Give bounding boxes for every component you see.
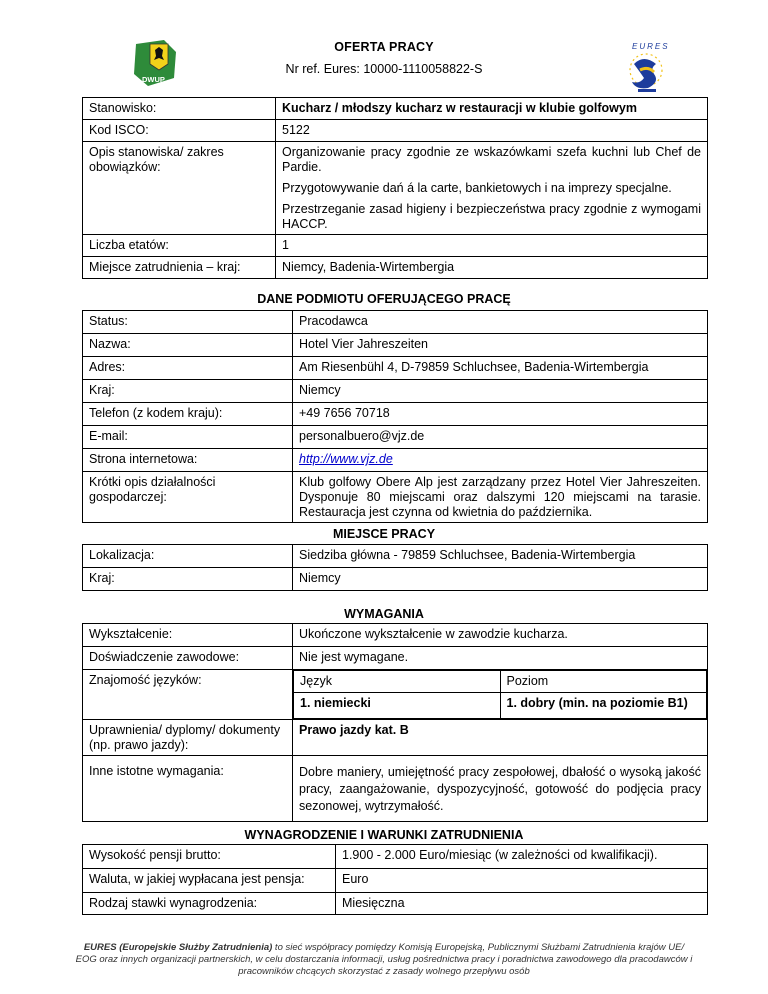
lang-language-1: 1. niemiecki <box>294 693 501 719</box>
footer-lead: EURES (Europejskie Służby Zatrudnienia) <box>83 942 273 953</box>
telefon-value: +49 7656 70718 <box>293 403 708 426</box>
wyksztalcenie-label: Wykształcenie: <box>83 624 293 647</box>
employer-table <box>82 310 708 523</box>
dzialalnosc-label: Krótki opis działalności gospodarczej: <box>83 472 293 523</box>
uprawnienia-label-main: Uprawnienia/ dyplomy/ dokumenty <box>89 723 281 737</box>
lang-col-language: Język <box>294 671 501 693</box>
brutto-label: Wysokość pensji brutto: <box>83 845 336 869</box>
telefon-label: Telefon (z kodem kraju): <box>83 403 293 426</box>
lang-level-1: 1. dobry (min. na poziomie B1) <box>500 693 707 719</box>
opis-stanowiska-label: Opis stanowiska/ zakres obowiązków: <box>83 142 276 235</box>
duty-3: Przestrzeganie zasad higieny i bezpieczeństwa pracy zgodnie z wymogami HACCP. <box>282 202 701 231</box>
rodzaj-label: Rodzaj stawki wynagrodzenia: <box>83 893 336 915</box>
isco-label: Kod ISCO: <box>83 120 276 142</box>
uprawnienia-value: Prawo jazdy kat. B <box>293 720 708 756</box>
eures-logo-text: EURES <box>632 42 670 51</box>
waluta-label: Waluta, w jakiej wypłacana jest pensja: <box>83 869 336 893</box>
dzialalnosc-value: Klub golfowy Obere Alp jest zarządzany przez Hotel Vier Jahreszeiten. Dysponuje 80 miejscami oraz dalszymi 120 miejscami na tarasie. Restauracja jest czynna od kwietnia do października. <box>293 472 708 523</box>
kraj-value: Niemcy <box>293 380 708 403</box>
lokalizacja-label: Lokalizacja: <box>83 545 293 568</box>
www-label: Strona internetowa: <box>83 449 293 472</box>
stanowisko-label: Stanowisko: <box>83 98 276 120</box>
lokalizacja-value: Siedziba główna - 79859 Schluchsee, Badenia-Wirtembergia <box>293 545 708 568</box>
salary-table <box>82 844 708 915</box>
etaty-value: 1 <box>276 235 708 257</box>
kraj-label: Kraj: <box>83 380 293 403</box>
duty-2: Przygotowywanie dań á la carte, bankietowych i na imprezy specjalne. <box>282 181 672 195</box>
requirements-section-title: WYMAGANIA <box>344 607 424 621</box>
brutto-value: 1.900 - 2.000 Euro/miesiąc (w zależności od kwalifikacji). <box>336 845 708 869</box>
inne-label: Inne istotne wymagania: <box>83 756 293 822</box>
uprawnienia-label-example: (np. prawo jazdy): <box>89 738 189 752</box>
lang-col-level: Poziom <box>500 671 707 693</box>
rodzaj-value: Miesięczna <box>336 893 708 915</box>
footer-text: to sieć współpracy pomiędzy Komisją Europejską, Publicznymi Służbami Zatrudnienia krajów UE/ EOG oraz innych organizacji partnerskich, w celu dostarczania informacji, usług pośrednictwa pracy i poradnictwa zawodowego dla pracodawców i pracowników chcących skorzystać z zasady wolnego przepływu osób <box>75 942 693 977</box>
eures-logo <box>612 40 676 96</box>
nazwa-value: Hotel Vier Jahreszeiten <box>293 334 708 357</box>
email-value: personalbuero@vjz.de <box>293 426 708 449</box>
wyksztalcenie-value: Ukończone wykształcenie w zawodzie kucharza. <box>293 624 708 647</box>
dwup-logo-text: DWUP <box>142 75 165 84</box>
workplace-kraj-value: Niemcy <box>293 568 708 591</box>
nazwa-label: Nazwa: <box>83 334 293 357</box>
duty-1: Organizowanie pracy zgodnie ze wskazówkami szefa kuchni lub Chef de Pardie. <box>282 145 701 174</box>
footer-note <box>74 942 694 978</box>
workplace-table <box>82 544 708 591</box>
employer-section-title: DANE PODMIOTU OFERUJĄCEGO PRACĘ <box>257 292 511 306</box>
status-label: Status: <box>83 311 293 334</box>
status-value: Pracodawca <box>293 311 708 334</box>
reference-number: Nr ref. Eures: 10000-1110058822-S <box>285 62 483 76</box>
stanowisko-value: Kucharz / młodszy kucharz w restauracji w klubie golfowym <box>276 98 708 120</box>
www-link[interactable]: http://www.vjz.de <box>299 452 393 466</box>
miejsce-label: Miejsce zatrudnienia – kraj: <box>83 257 276 279</box>
doswiadczenie-value: Nie jest wymagane. <box>293 647 708 670</box>
isco-value: 5122 <box>276 120 708 142</box>
adres-value: Am Riesenbühl 4, D-79859 Schluchsee, Badenia-Wirtembergia <box>293 357 708 380</box>
jezyki-label: Znajomość języków: <box>83 670 293 720</box>
requirements-table <box>82 623 708 822</box>
workplace-kraj-label: Kraj: <box>83 568 293 591</box>
etaty-label: Liczba etatów: <box>83 235 276 257</box>
languages-cell <box>293 670 708 720</box>
workplace-section-title: MIEJSCE PRACY <box>332 527 436 541</box>
waluta-value: Euro <box>336 869 708 893</box>
miejsce-value: Niemcy, Badenia-Wirtembergia <box>276 257 708 279</box>
opis-stanowiska-value <box>276 142 708 235</box>
page-title: OFERTA PRACY <box>334 40 434 54</box>
inne-value: Dobre maniery, umiejętność pracy zespołowej, dbałość o wysoką jakość pracy, zaangażowanie, dyspozycyjność, gotowość do podjęcia pracy sezonowej, wytrzymałość. <box>293 756 708 822</box>
doswiadczenie-label: Doświadczenie zawodowe: <box>83 647 293 670</box>
email-label: E-mail: <box>83 426 293 449</box>
job-table <box>82 97 708 279</box>
adres-label: Adres: <box>83 357 293 380</box>
languages-table <box>293 670 707 719</box>
salary-section-title: WYNAGRODZENIE I WARUNKI ZATRUDNIENIA <box>244 828 524 842</box>
uprawnienia-label <box>83 720 293 756</box>
